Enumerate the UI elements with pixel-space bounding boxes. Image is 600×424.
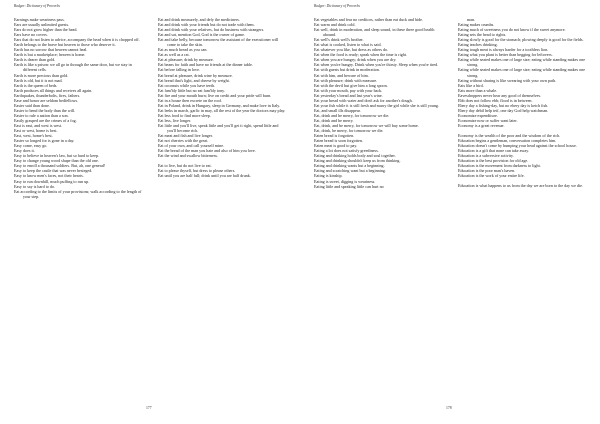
right-page [300,0,600,424]
proverb-entry: Eat yesterday's bread and last year's wine. [314,92,383,98]
proverb-entry: Eat with the devil but give him a long spoon. [314,82,388,88]
proverb-entry: Easy to change young wood shape than the old one. [14,158,99,164]
proverb-entry: Eats more than a whale. [458,87,498,93]
proverb-entry: Eat whatever you like, but dress as others do. [314,47,389,53]
proverb-entry: Eating while seated makes one of large size; eating while standing makes one strong. [458,67,586,78]
proverb-entry: Easy to keep the castle that was never besieged. [14,168,93,174]
proverb-entry: Eaten bread is forgotten. [314,133,355,139]
proverb-entry: Education is the work of your entire life. [458,173,525,179]
proverb-entry: Eat and drink with your relatives, but do business with strangers. [158,27,265,33]
proverb-entry: Eating what you plant is better than begging for leftovers. [458,52,553,58]
proverb-entry: Eat coconuts while you have teeth. [158,82,216,88]
proverb-entry: Eat in Poland, drink in Hungary, sleep in Germany, and make love in Italy. [158,102,281,108]
proverb-entry: Easy does it. [14,148,35,154]
proverb-entry: East or west, home is best. [14,128,58,134]
proverb-entry: Eat as much bread as you can. [158,47,208,53]
proverb-entry: Eat in a house then excrete on the roof. [158,97,222,103]
proverb-entry: Eat to please thyself, but dress to please others. [158,168,236,174]
proverb-entry: Eating while seated makes one of large size; eating while standing makes one strong. [458,57,586,68]
proverb-entry: Easy to know men's faces, not their hearts. [14,173,84,179]
proverb-entry: Eating slowly is good for the stomach; plowing deeply is good for the fields. [458,37,584,43]
proverb-entry: Eat leeks in march, garlic in may, all the rest of the year the doctors may play. [158,107,286,113]
proverb-entry: Ears have no covers. [14,32,48,38]
proverb-entry: Easy to run downhill, much puffing to run up. [14,178,90,184]
proverb-entry: Eat with him, and beware of him. [314,72,369,78]
proverb-entry: Eating without sharing is like swearing with your own path. [458,77,557,83]
proverb-entry: Eat well, drink in moderation, and sleep sound, in these three good health abound. [314,27,435,38]
proverb-entry: Economize expenditure. [458,112,498,118]
page-number: 178 [446,406,452,410]
proverb-entry: Education begins a gentleman, conversation completes him. [458,138,557,144]
proverb-entry: Eat your fish while it is still fresh and marry the girl while she is still young. [314,102,439,108]
proverb-entry: Economy is the wealth of the poor and the wisdom of the rich. [458,133,561,139]
proverb-entry: Earth is more precious than gold. [14,72,69,78]
proverb-entry: Ebery day a fishing-day, but no ebery day is ketch fish. [458,102,549,108]
proverb-entry: Education is the best provision for old age. [458,158,529,164]
right-page-column-2 [458,17,586,189]
proverb-entry: Eating is kinship. [314,173,343,179]
proverb-entry: Eat, and small ills disappear. [314,107,361,113]
proverb-entry: Eat and drink with your friends but do not trade with them. [158,22,255,28]
proverb-entry: Eat meat and fish and live longer. [158,133,213,139]
proverb-entry: Eat bread at pleasure, drink wine by measure. [158,72,233,78]
proverb-entry: Eating is sweet, digging is weariness. [314,178,376,184]
proverb-entry: Eat little and you'll live, speak little and you'll get it right, spend little and you'll become rich. [158,122,279,134]
running-header: Badger: Dictionary of Proverbs [14,4,60,8]
proverb-entry: Eat less, live longer. [158,117,192,123]
proverb-entry: Economize now or suffer want later. [458,117,518,123]
proverb-entry: Eat bread that's light, and cheese by weight. [158,77,230,83]
proverb-entry: Easily grasped are the crimes of a fog. [14,117,77,123]
page-number: 177 [146,406,152,410]
proverb-entry: Earth produces all things and receives all again. [14,87,93,93]
proverb-entry: Eating little and speaking little can hurt no [314,183,384,189]
running-header: Badger: Dictionary of Proverbs [314,4,360,8]
proverb-entry: man. [467,17,476,22]
proverb-entry: Easier to rule a nation than a son. [14,112,69,118]
proverb-entry: Economy is a great revenue. [458,122,505,128]
proverb-entry: East, west, home's best. [14,133,53,139]
proverb-entry: Eat well's drink well's brother. [314,37,364,43]
proverb-entry: Eats like a bird. [458,82,484,88]
proverb-entry: Eat what is cooked, listen to what is said. [314,42,382,48]
proverb-entry: Eaten bread is soon forgotten. [314,138,363,144]
proverb-entry: Education is the poor man's haven. [458,168,516,174]
proverb-entry: Eat beans for faith and have no friends at the dinner table. [158,62,253,68]
proverb-entry: Eavesdroppers never hear any good of themselves. [458,92,542,98]
proverb-entry: Eating and drinking wants but a beginning. [314,163,385,169]
proverb-entry: Eat to live, but do not live to eat. [158,163,212,169]
proverb-entry: Easter so longed for is gone in a day. [14,138,75,144]
proverb-entry: Eat according to the limits of your provisions; walk according to the length of your step. [14,188,142,199]
proverb-entry: Eat and drink measurely, and defy the mediciners. [158,17,240,22]
proverb-entry: Eat when you are hungry; drink when you are dry. [314,57,397,63]
proverb-entry: Ears that do not listen to advice, accompany the head when it is chopped off. [14,37,140,43]
proverb-entry: Ease and honor are seldom bedfellows. [14,97,79,103]
proverb-entry: Eating and scratching want but a beginning. [314,168,386,174]
proverb-entry: Education is what happens to us from the day we are born to the day we die. [458,183,583,189]
proverb-entry: Eat when the food is ready; speak when the time is right. [314,52,407,58]
proverb-entry: Eating much of sweetness you do not know if the sweet anymore. [458,27,566,33]
proverb-entry: Eaten meat is good to pay. [314,143,358,149]
proverb-entry: Easier to bend the body than the will. [14,107,76,113]
proverb-entry: Eating and drinking shouldn't keep us from thinking. [314,158,401,164]
proverb-entry: Eating and drinking holds body and soul together. [314,153,396,159]
proverb-entry: Eat vegetables and fear no creditors, rather than eat duck and hide. [314,17,424,22]
proverb-entry: Earnings make weariness pass. [14,17,65,22]
proverb-entry: Eat fam'bly little but no eat fam'bly tony. [158,87,225,93]
proverb-entry: Earth is but a marketplace; heaven is home. [14,52,86,58]
proverb-entry: Easy to enroll a thousand soldiers. But, ah, one general! [14,163,106,169]
proverb-entry: Eat, drink, be merry, for tomorrow we die. [314,128,384,134]
proverb-entry: Eat with your mouth, pay with your back. [314,87,383,93]
proverb-entry: Ears are usually unlimited guests. [14,22,70,28]
proverb-entry: Eat your bread with water and don't ask for another's dough. [314,97,413,103]
proverb-entry: Eat and sat, mention God, God is the owner of game. [158,32,245,38]
proverb-entry: Eat the wind and swallow bitterness. [158,153,219,159]
proverb-entry: Ears do not grow higher than the head. [14,27,78,33]
proverb-entry: Eating makes crumbs. [458,22,495,28]
proverb-entry: Education doesn't come by bumping your head against the school house. [458,143,577,149]
proverb-entry: Earth belongs to the brave but heaven to those who deserve it. [14,42,116,48]
proverb-entry: Eat, drink, and be merry, for tomorrow we will buy some home. [314,122,419,128]
proverb-entry: Eating sets the head to rights. [458,32,507,38]
proverb-entry: Eat before falling in love. [158,67,200,73]
proverb-entry: Earth has no sorrow that heaven cannot heal. [14,47,88,53]
right-page-column-1 [314,17,442,189]
proverb-entry: Easy to say is hard to do. [14,183,56,189]
proverb-entry: Easy to believe in heaven's law, but so hard to keep. [14,153,100,159]
proverb-entry: Easy come, easy go. [14,143,48,149]
proverb-entry: Eat the bread of the man you hate and also of him you love. [158,148,256,154]
proverb-entry: Eat, drink and be merry, for tomorrow we die. [314,112,390,118]
proverb-entry: Eating teaches drinking. [458,42,498,48]
proverb-entry: Education is a subversive activity. [458,153,514,159]
proverb-entry: Earth is old, but it is not mad. [14,77,63,83]
proverb-entry: Easier said than done. [14,102,50,108]
proverb-entry: Eat until you are half full; drink until you are half drunk. [158,173,251,179]
proverb-entry: Eat less food to find more sleep. [158,112,211,118]
proverb-entry: Earth is like a prison: we all go in through the same door, but we stay in different cells. [14,62,132,73]
proverb-entry: Eat, drink and be merry. [314,117,354,123]
proverb-entry: Eating tough meat is always harder for a toothless lion. [458,47,549,53]
proverb-entry: Eating a lot does not satisfy greediness. [314,148,379,154]
proverb-entry: Eat when you're hungry. Drink when you're thirsty. Sleep when you're tired. [314,62,439,68]
proverb-entry: Eat not cherries with the great. [158,138,209,144]
proverb-entry: Earth is dearer than gold. [14,57,56,63]
proverb-entry: Eat at pleasure; drink by measure. [158,57,214,63]
proverb-entry: Education is a gift that none can take away. [458,148,530,154]
proverb-entry: Eat warm and drink cold. [314,22,356,28]
proverb-entry: Ebery day debil help teif, one day God help watchman. [458,107,549,113]
proverb-entry: Eat and take belly, because tomorrow the assistant of the executioner will come to take the skin. [158,37,279,48]
proverb-entry: Education is the movement from darkness to light. [458,163,541,169]
proverb-entry: Eat with pleasure; drink with measure. [314,77,378,83]
proverb-entry: Eat fire and your mouth burn; live on credit and your pride will burn. [158,92,272,98]
proverb-entry: Eat as well as a rat. [158,52,190,58]
proverb-entry: Earthquakes, thunderbolts, fires, fathers. [14,92,81,98]
proverb-entry: Ebb does not follow ebb; flood is in between. [458,97,533,103]
proverb-entry: Eat of your own, and call yourself mine. [158,143,225,149]
proverb-entry: Eat with guests but drink in moderation. [314,67,380,73]
proverb-entry: Earth is the queen of beds. [14,82,58,88]
left-page-column-1 [14,17,142,199]
proverb-entry: East is east, and west is west. [14,122,62,128]
left-page-column-2 [158,17,286,178]
